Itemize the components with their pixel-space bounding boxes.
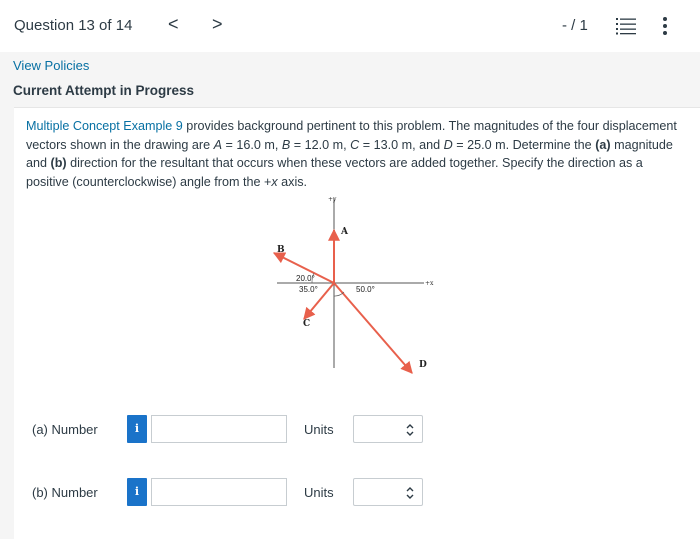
vector-diagram (262, 193, 462, 378)
y-axis-label: +y (328, 196, 337, 203)
angle-b-label: 20.0° (296, 274, 315, 283)
problem-text-part: axis. (277, 174, 308, 189)
units-select-a[interactable] (353, 415, 423, 443)
answer-label: (b) Number (32, 485, 98, 500)
example-link[interactable]: Multiple Concept Example 9 (26, 119, 183, 133)
vector-b-label: B (277, 245, 285, 255)
chevron-up-down-icon (406, 423, 414, 437)
units-label: Units (304, 422, 334, 437)
vector-c-label: C (303, 319, 311, 329)
var-d: D (443, 137, 453, 152)
answer-label: (a) Number (32, 422, 98, 437)
question-card (14, 107, 700, 539)
vector-a-label: A (341, 227, 348, 237)
x-axis-label: +x (425, 280, 434, 287)
problem-text-part: = 25.0 m. Determine the (452, 137, 596, 152)
answer-row-a (14, 415, 700, 445)
info-icon[interactable]: i (127, 415, 147, 443)
vector-d-label: D (419, 360, 427, 370)
score-display: - / 1 (562, 17, 588, 34)
units-label: Units (304, 485, 334, 500)
number-input-b[interactable] (151, 478, 287, 506)
problem-text-part: = 12.0 m, (290, 137, 351, 152)
question-list-icon[interactable] (616, 17, 636, 35)
question-header (0, 0, 700, 52)
part-a-marker: (a) (595, 137, 611, 152)
problem-text (26, 117, 678, 191)
problem-text-part: = 13.0 m, and (359, 137, 444, 152)
next-question-button[interactable]: > (212, 14, 223, 34)
angle-d-label: 50.0° (356, 285, 375, 294)
question-title: Question 13 of 14 (14, 17, 133, 34)
problem-text-part: provides background pertinent to this problem. The magnitudes of the four displacement vectors shown in the drawing are (26, 119, 677, 152)
problem-text-part: direction for the resultant that occurs when these vectors are added together. Specify the direction as a positive (counterclockwise) angle from the + (26, 156, 643, 189)
problem-text-part: magnitude and (26, 137, 673, 170)
view-policies-link[interactable]: View Policies (13, 58, 90, 73)
more-options-icon[interactable] (661, 16, 669, 36)
part-b-marker: (b) (50, 156, 67, 170)
var-a: A (213, 137, 223, 152)
attempt-status: Current Attempt in Progress (13, 83, 195, 98)
previous-question-button[interactable]: < (168, 14, 179, 34)
vector-d (334, 283, 412, 373)
number-input-a[interactable] (151, 415, 287, 443)
problem-text-part: = 16.0 m, (222, 137, 282, 152)
var-b: B (281, 137, 291, 152)
var-x: x (271, 174, 278, 189)
units-select-b[interactable] (353, 478, 423, 506)
chevron-up-down-icon (406, 486, 414, 500)
var-c: C (350, 137, 360, 152)
angle-c-label: 35.0° (299, 285, 318, 294)
answer-row-b (14, 478, 700, 508)
info-icon[interactable]: i (127, 478, 147, 506)
